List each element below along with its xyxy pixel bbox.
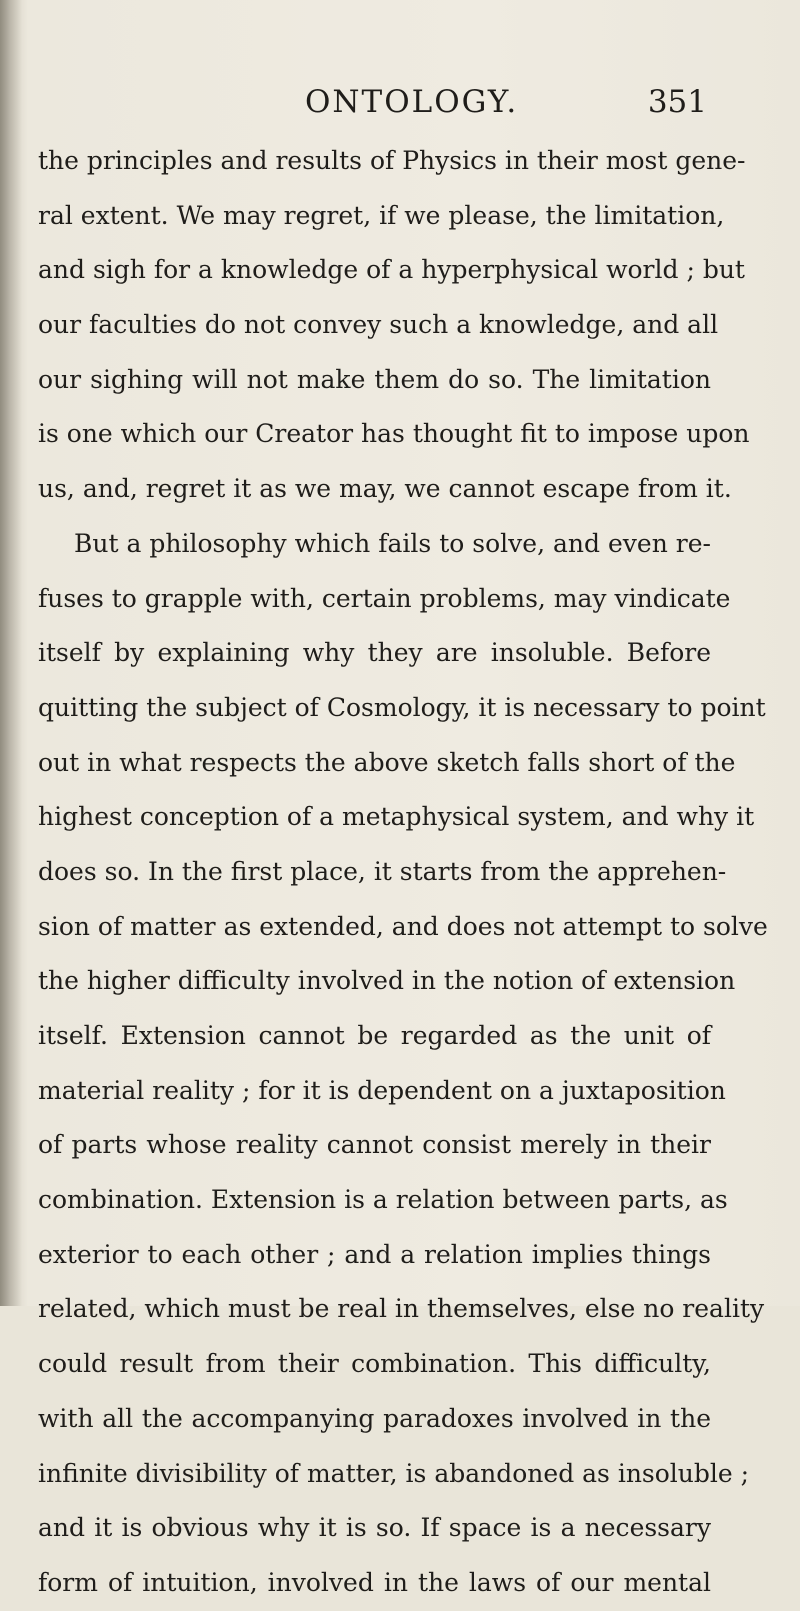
text-line: itself by explaining why they are insoluble. Before xyxy=(38,638,711,668)
text-line: does so. In the first place, it starts from the apprehen- xyxy=(38,856,727,886)
text-line: and it is obvious why it is so. If space is a necessary xyxy=(38,1513,711,1543)
text-line: out in what respects the above sketch falls short of the xyxy=(38,747,736,777)
text-line: and sigh for a knowledge of a hyperphysical world ; but xyxy=(38,255,745,285)
text-line: fuses to grapple with, certain problems, may vindicate xyxy=(38,583,731,613)
text-line: But a philosophy which fails to solve, and even re- xyxy=(74,528,711,558)
text-line: with all the accompanying paradoxes involved in the xyxy=(38,1403,711,1433)
page-header xyxy=(0,84,800,124)
text-line: ral extent. We may regret, if we please, the limitation, xyxy=(38,200,725,230)
body-text xyxy=(38,134,768,1611)
text-line: exterior to each other ; and a relation implies things xyxy=(38,1239,711,1269)
text-line: the principles and results of Physics in their most gene- xyxy=(38,146,746,175)
text-line: our sighing will not make them do so. The limitation xyxy=(38,364,711,394)
running-head: ONTOLOGY. xyxy=(305,84,519,120)
text-line: our faculties do not convey such a knowledge, and all xyxy=(38,310,719,340)
text-line: is one which our Creator has thought fit to impose upon xyxy=(38,419,750,449)
text-line: infinite divisibility of matter, is abandoned as insoluble ; xyxy=(38,1458,750,1488)
text-line: sion of matter as extended, and does not attempt to solve xyxy=(38,911,768,941)
text-line: combination. Extension is a relation between parts, as xyxy=(38,1185,728,1215)
text-line: could result from their combination. This difficulty, xyxy=(38,1349,711,1379)
gutter-shadow xyxy=(0,0,22,1306)
text-line: quitting the subject of Cosmology, it is necessary to point xyxy=(38,692,766,722)
text-line: of parts whose reality cannot consist merely in their xyxy=(38,1130,711,1160)
text-line: highest conception of a metaphysical system, and why it xyxy=(38,802,755,832)
text-line: material reality ; for it is dependent on a juxtaposition xyxy=(38,1075,726,1105)
page-number: 351 xyxy=(647,84,707,120)
text-line: the higher difficulty involved in the notion of extension xyxy=(38,966,736,996)
text-line: us, and, regret it as we may, we cannot escape from it. xyxy=(38,474,732,504)
text-line: itself. Extension cannot be regarded as the unit of xyxy=(38,1021,711,1050)
text-line: related, which must be real in themselves, else no reality xyxy=(38,1294,765,1324)
text-line: form of intuition, involved in the laws of our mental xyxy=(38,1567,711,1597)
